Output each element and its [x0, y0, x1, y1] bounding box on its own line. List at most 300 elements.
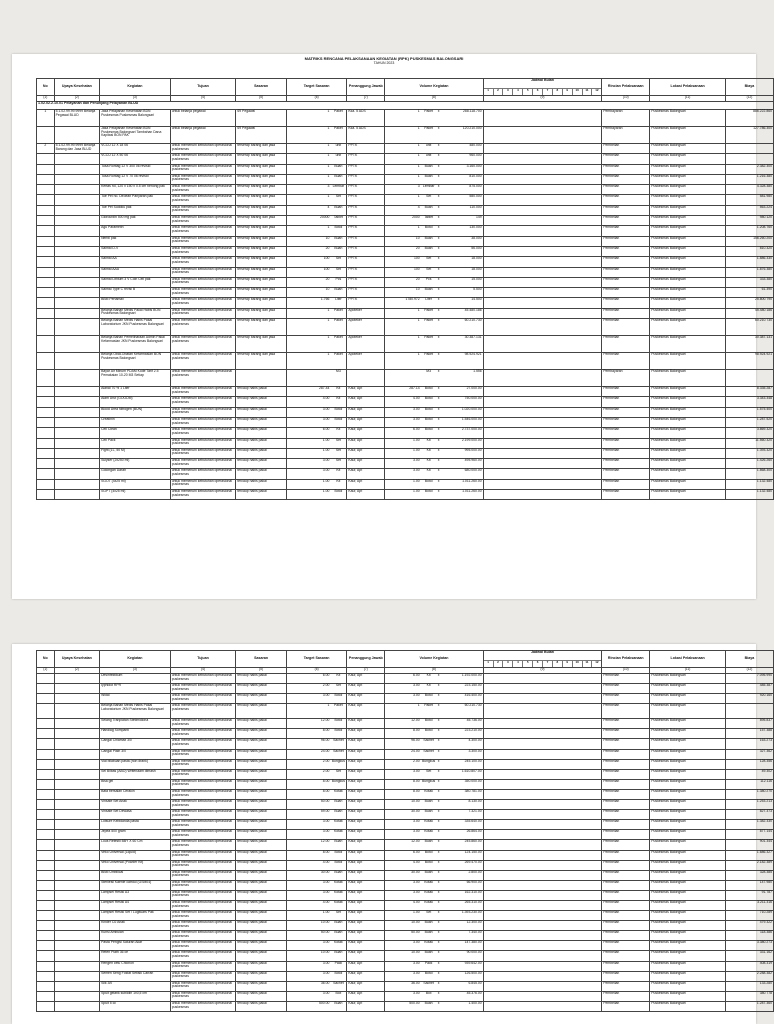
row-tujuan: untuk memenuhi kebutuhan operasional puskesmas	[170, 387, 236, 397]
month-2: 2	[494, 89, 504, 95]
row-number	[37, 921, 55, 931]
row-tujuan: untuk memenuhi kebutuhan operasional puskesmas	[170, 704, 236, 719]
target-qty: 1.00	[322, 437, 330, 442]
row-sasaran: terserap barang dan jasa	[236, 277, 286, 287]
row-lokasi: Puskesmas Balongsari	[650, 353, 726, 370]
row-number	[37, 469, 55, 479]
row-upaya	[54, 448, 99, 458]
row-biaya: 3.869.320	[725, 428, 773, 438]
volume-breakdown	[386, 951, 481, 955]
target-breakdown	[288, 962, 346, 966]
target-cell	[286, 308, 347, 318]
row-kegiatan: BBM Umbilical	[100, 870, 171, 880]
row-penanggung-jawab: Apoteker	[347, 319, 385, 336]
row-biaya: 3.380.273	[725, 941, 773, 951]
target-unit: Kotak	[334, 940, 343, 945]
volume-unit: Botol	[424, 970, 433, 975]
row-biaya: 1.426.260	[725, 459, 773, 469]
target-cell	[286, 110, 347, 127]
month-5: 5	[523, 89, 533, 95]
row-penanggung-jawab: Kka. 5 ADS	[347, 110, 385, 127]
row-upaya	[54, 469, 99, 479]
target-cell	[286, 951, 347, 961]
volume-unit: Botol	[424, 386, 433, 391]
row-sasaran: tercaup habis pakai	[236, 438, 286, 448]
table-row	[37, 931, 774, 941]
target-cell	[286, 164, 347, 174]
month-header	[484, 88, 602, 95]
row-penanggung-jawab: Kaur, Apt	[347, 800, 385, 810]
target-cell	[286, 448, 347, 458]
row-upaya	[54, 195, 99, 205]
volume-cell	[385, 880, 483, 890]
volume-qty: 287.14	[409, 386, 420, 391]
volume-qty: 100	[413, 266, 420, 271]
row-kegiatan: Lampsel Resisi A3	[100, 890, 171, 900]
row-sasaran: 69 Pegawai	[236, 110, 286, 127]
table-row	[37, 684, 774, 694]
target-breakdown	[288, 216, 346, 220]
row-tujuan: untuk memenuhi kebutuhan operasional puskesmas	[170, 800, 236, 810]
volume-qty: 12.00	[411, 839, 420, 844]
row-penanggung-jawab: Kaur, Apt	[347, 941, 385, 951]
multiply-sign: x	[437, 673, 440, 677]
row-number	[37, 684, 55, 694]
volume-price: 149	[475, 215, 482, 220]
row-number	[37, 704, 55, 719]
volume-price: 269.470.00	[464, 859, 482, 864]
target-cell	[286, 428, 347, 438]
month-9: 9	[563, 89, 573, 95]
column-number: (1)	[37, 96, 55, 102]
row-rincian: Pembelian	[602, 288, 650, 298]
multiply-sign: x	[437, 899, 440, 904]
row-number	[37, 257, 55, 267]
target-breakdown	[288, 891, 346, 895]
schedule-cell	[483, 921, 602, 931]
row-tujuan: untuk belanja pegawai	[170, 110, 236, 127]
table-row	[37, 288, 774, 298]
volume-qty: 10.00	[411, 950, 420, 955]
volume-breakdown	[386, 237, 481, 241]
target-unit: Botol	[334, 406, 343, 411]
row-sasaran: tercaup habis pakai	[236, 860, 286, 870]
target-unit: Bungkus	[331, 758, 345, 763]
row-sasaran: tercaup habis pakai	[236, 684, 286, 694]
row-lokasi: Puskesmas Balongsari	[650, 961, 726, 971]
target-unit: Set	[335, 266, 341, 271]
row-lokasi: Puskesmas Balongsari	[650, 931, 726, 941]
volume-price: 245.100.00	[464, 758, 482, 763]
row-sasaran: tercaup habis pakai	[236, 991, 286, 1001]
volume-breakdown	[386, 851, 481, 855]
volume-cell	[385, 479, 483, 489]
row-upaya	[54, 911, 99, 921]
volume-qty: 4.00	[413, 859, 420, 864]
row-rincian: Pembelian	[602, 951, 650, 961]
volume-qty: 30.00	[411, 809, 420, 814]
target-breakdown	[288, 110, 346, 114]
row-lokasi: Puskesmas Balongsari	[650, 971, 726, 981]
row-upaya: 5.1.02.99.99.9999 Belanja Pegawai BLUD	[54, 110, 99, 127]
target-cell	[286, 288, 347, 298]
target-unit: Set	[335, 683, 341, 688]
row-kegiatan: Glorourdin 500 mg pak	[100, 216, 171, 226]
row-upaya	[54, 370, 99, 387]
target-unit: Paket	[334, 335, 343, 340]
target-cell	[286, 127, 347, 144]
row-kegiatan: Kunsi Ambulan	[100, 931, 171, 941]
target-breakdown	[288, 871, 346, 875]
volume-breakdown	[386, 881, 481, 885]
row-biaya: 920.160	[725, 694, 773, 704]
multiply-sign: x	[437, 799, 440, 804]
volume-qty: 3.00	[413, 940, 420, 945]
column-number: (2)	[54, 96, 99, 102]
volume-unit: Botol	[424, 406, 433, 411]
row-tujuan: untuk memenuhi kebutuhan operasional puskesmas	[170, 144, 236, 154]
row-rincian: Pembelian	[602, 216, 650, 226]
multiply-sign: x	[437, 778, 440, 783]
row-penanggung-jawab: Kaur, Apt	[347, 694, 385, 704]
volume-qty: 1780.972	[405, 297, 420, 302]
row-kegiatan: Cell Clean	[100, 428, 171, 438]
row-sasaran: terserap barang dan jasa	[236, 298, 286, 308]
row-rincian: Pembelian	[602, 900, 650, 910]
row-lokasi: Puskesmas Balongsari	[650, 288, 726, 298]
target-cell	[286, 739, 347, 749]
row-tujuan: untuk memenuhi kebutuhan operasional puskesmas	[170, 961, 236, 971]
target-cell	[286, 719, 347, 729]
volume-price: 750.000.00	[464, 396, 482, 401]
volume-breakdown	[386, 408, 481, 412]
schedule-cell	[483, 298, 602, 308]
row-lokasi: Puskesmas Balongsari	[650, 890, 726, 900]
row-lokasi: Puskesmas Balongsari	[650, 195, 726, 205]
volume-cell	[385, 684, 483, 694]
target-qty: 1.00	[322, 489, 330, 494]
target-qty: 3.00	[322, 416, 330, 421]
volume-cell	[385, 951, 483, 961]
multiply-sign: x	[437, 225, 440, 230]
row-lokasi: Puskesmas Balongsari	[650, 800, 726, 810]
header-jadwal-label: Jadwal Bulan	[530, 78, 554, 82]
table-row	[37, 830, 774, 840]
target-unit: Botol	[334, 225, 343, 230]
row-upaya	[54, 479, 99, 489]
target-cell	[286, 469, 347, 479]
target-qty: 2.00	[322, 683, 330, 688]
row-number	[37, 951, 55, 961]
table-row	[37, 759, 774, 769]
table-row	[37, 257, 774, 267]
volume-price: 126.500.00	[464, 970, 482, 975]
row-rincian: Pembelian	[602, 174, 650, 184]
row-kegiatan: Belanja Bahan Medis Habis Pakai Laboratorium JKN Puskesmas Balongsari	[100, 704, 171, 719]
multiply-sign: x	[437, 427, 440, 432]
row-tujuan: untuk memenuhi kebutuhan operasional puskesmas	[170, 479, 236, 489]
volume-price: 223.210.00	[464, 728, 482, 733]
row-rincian: Pembelian	[602, 719, 650, 729]
volume-qty: 3.00	[413, 970, 420, 975]
target-cell	[286, 981, 347, 991]
row-biaya: 1.382.330	[725, 820, 773, 830]
row-tujuan: untuk memenuhi kebutuhan operasional puskesmas	[170, 870, 236, 880]
row-upaya	[54, 719, 99, 729]
table-row	[37, 246, 774, 256]
row-penanggung-jawab: Kka. 5 ADS	[347, 127, 385, 144]
row-sasaran: tercaup habis pakai	[236, 921, 286, 931]
row-upaya	[54, 236, 99, 246]
table-row	[37, 860, 774, 870]
target-breakdown	[288, 480, 346, 484]
target-breakdown	[288, 154, 346, 158]
row-number	[37, 880, 55, 890]
table-row	[37, 941, 774, 951]
row-sasaran: 69 Pegawai	[236, 127, 286, 144]
header-lokasi: Lokasi Pelaksanaan	[650, 79, 726, 96]
target-unit: Kotak	[334, 829, 343, 834]
row-rincian: Pembelian	[602, 759, 650, 769]
volume-unit: Sachet	[423, 980, 434, 985]
row-kegiatan: Salmal D-V	[100, 246, 171, 256]
table-row	[37, 110, 774, 127]
schedule-cell	[483, 195, 602, 205]
target-breakdown	[288, 278, 346, 282]
volume-qty: 1	[417, 109, 420, 113]
volume-qty: 3.00	[413, 468, 420, 473]
month-1: 1	[484, 661, 494, 667]
row-number	[37, 490, 55, 500]
row-penanggung-jawab: Kaur, Apt	[347, 900, 385, 910]
volume-cell	[385, 216, 483, 226]
target-qty: 6.00	[322, 427, 330, 432]
row-sasaran: terserap barang dan jasa	[236, 236, 286, 246]
row-biaya: 1.132.480	[725, 479, 773, 489]
row-rincian: Pembelian	[602, 704, 650, 719]
row-number	[37, 298, 55, 308]
header-no: No	[37, 651, 55, 668]
table-row	[37, 991, 774, 1001]
row-sasaran: terserap barang dan jasa	[236, 319, 286, 336]
row-upaya	[54, 739, 99, 749]
row-sasaran: tercaup habis pakai	[236, 749, 286, 759]
target-qty: 96.00	[320, 738, 330, 743]
row-penanggung-jawab: Kaur, Apt	[347, 417, 385, 427]
multiply-sign: x	[437, 276, 440, 281]
row-kegiatan: Semen Seng Fosfat Setisik Carran	[100, 971, 171, 981]
target-qty: 1	[327, 335, 330, 340]
table-row	[37, 840, 774, 850]
table-row	[37, 267, 774, 277]
target-unit: Botol	[334, 693, 343, 698]
target-cell	[286, 820, 347, 830]
volume-breakdown	[386, 175, 481, 179]
row-rincian: Pembelian	[602, 830, 650, 840]
volume-cell	[385, 749, 483, 759]
row-kegiatan: Tue Pel no. Deoean Panyaran pak	[100, 195, 171, 205]
target-qty: 1	[327, 352, 330, 357]
volume-qty: 20	[415, 245, 420, 250]
row-tujuan: untuk memenuhi kebutuhan operasional puskesmas	[170, 246, 236, 256]
volume-breakdown	[386, 770, 481, 774]
volume-qty: 1	[417, 194, 420, 199]
row-lokasi: Puskesmas Balongsari	[650, 277, 726, 287]
row-tujuan: untuk belanja pegawai	[170, 127, 236, 144]
table-row	[37, 164, 774, 174]
row-rincian: Pembelian	[602, 387, 650, 397]
volume-price: 288.118.700	[463, 109, 482, 113]
row-kegiatan: VCCU 12 X 18 06	[100, 144, 171, 154]
row-penanggung-jawab: PPTK	[347, 298, 385, 308]
row-tujuan: untuk memenuhi kebutuhan operasional puskesmas	[170, 174, 236, 184]
row-lokasi: Puskesmas Balongsari	[650, 246, 726, 256]
row-sasaran: tercaup habis pakai	[236, 719, 286, 729]
schedule-cell	[483, 820, 602, 830]
volume-breakdown	[386, 387, 481, 391]
table-row	[37, 789, 774, 799]
row-sasaran: tercaup habis pakai	[236, 870, 286, 880]
volume-unit: Buah	[424, 930, 433, 935]
row-kegiatan: SGOT (4x25 ml)	[100, 479, 171, 489]
row-number	[37, 719, 55, 729]
row-number	[37, 971, 55, 981]
row-number	[37, 205, 55, 215]
month-3: 3	[503, 89, 513, 95]
row-tujuan: untuk memenuhi kebutuhan operasional puskesmas	[170, 900, 236, 910]
row-biaya: 60.210.730	[725, 319, 773, 336]
volume-unit: Paket	[424, 335, 433, 340]
target-unit: Buah	[334, 1000, 343, 1005]
column-number: (10)	[602, 668, 650, 674]
table-row	[37, 674, 774, 684]
month-6: 6	[533, 89, 543, 95]
volume-unit: Pack	[424, 960, 433, 965]
row-biaya: 91.787	[725, 890, 773, 900]
volume-price: 45.736.00	[466, 718, 482, 723]
header-upaya: Upaya Kesehatan	[54, 651, 99, 668]
row-number	[37, 941, 55, 951]
target-unit: Pcs	[335, 276, 342, 281]
row-kegiatan: Bata bersalan Cerakin	[100, 789, 171, 799]
row-lokasi: Puskesmas Balongsari	[650, 704, 726, 719]
row-upaya	[54, 174, 99, 184]
row-rincian: Pembelian	[602, 308, 650, 318]
volume-breakdown	[386, 397, 481, 401]
target-breakdown	[288, 674, 346, 678]
header-no: No	[37, 79, 55, 96]
table-row	[37, 195, 774, 205]
volume-qty: 1	[417, 225, 420, 230]
volume-cell	[385, 739, 483, 749]
row-lokasi: Puskesmas Balongsari	[650, 397, 726, 407]
row-biaya: 581.980	[725, 195, 773, 205]
volume-price: 12.300.00	[466, 920, 482, 925]
row-rincian: Pembelian	[602, 407, 650, 417]
target-cell	[286, 185, 347, 195]
row-kegiatan: Handlag Sompanti	[100, 729, 171, 739]
volume-price: 350.000.00	[464, 778, 482, 783]
target-qty: 3.00	[322, 458, 330, 463]
row-upaya	[54, 749, 99, 759]
row-sasaran: terserap barang dan jasa	[236, 246, 286, 256]
volume-cell	[385, 850, 483, 860]
row-sasaran: terserap barang dan jasa	[236, 226, 286, 236]
table-row	[37, 205, 774, 215]
row-biaya: 1.208.760	[725, 226, 773, 236]
volume-breakdown	[386, 459, 481, 463]
row-penanggung-jawab: Kaur, Apt	[347, 890, 385, 900]
row-biaya: 8.335.287	[725, 387, 773, 397]
row-number	[37, 890, 55, 900]
multiply-sign: x	[437, 683, 440, 688]
schedule-cell	[483, 800, 602, 810]
row-tujuan: untuk memenuhi kebutuhan operasional puskesmas	[170, 308, 236, 318]
volume-breakdown	[386, 901, 481, 905]
volume-price: 56.000	[471, 245, 482, 250]
volume-qty: 3.00	[413, 683, 420, 688]
volume-unit: Kotak	[424, 788, 433, 793]
target-cell	[286, 257, 347, 267]
target-qty: 1.766	[320, 297, 330, 302]
volume-price: 1.400.00	[468, 1000, 482, 1005]
row-penanggung-jawab: Kaur, Apt	[347, 961, 385, 971]
row-number	[37, 789, 55, 799]
schedule-cell	[483, 900, 602, 910]
target-cell	[286, 931, 347, 941]
target-unit: Set	[335, 458, 341, 463]
target-qty: 4.00	[322, 859, 330, 864]
row-penanggung-jawab: Kaur, Apt	[347, 840, 385, 850]
volume-unit: Botol	[424, 693, 433, 698]
table-row	[37, 820, 774, 830]
volume-qty: 50.00	[411, 930, 420, 935]
row-biaya: 11.560.320	[725, 438, 773, 448]
volume-breakdown	[386, 1002, 481, 1006]
table-row	[37, 397, 774, 407]
target-qty: 3.00	[322, 970, 330, 975]
target-unit: Paket	[334, 307, 343, 312]
volume-breakdown	[386, 972, 481, 976]
row-rincian: Pembelian	[602, 448, 650, 458]
multiply-sign: x	[437, 809, 440, 814]
target-unit: Set	[335, 256, 341, 261]
multiply-sign: x	[437, 788, 440, 793]
row-kegiatan: Tusa Rontag 12 V 300 06 revisid	[100, 164, 171, 174]
target-unit: Buah	[334, 287, 343, 292]
row-biaya: 128.356	[725, 759, 773, 769]
volume-price: 30.387.131	[464, 335, 482, 340]
volume-price: 7.340.00	[468, 930, 482, 935]
header-tujuan: Tujuan	[170, 651, 236, 668]
schedule-cell	[483, 759, 602, 769]
row-tujuan: untuk memenuhi kebutuhan operasional puskesmas	[170, 759, 236, 769]
row-upaya	[54, 941, 99, 951]
schedule-cell	[483, 694, 602, 704]
row-rincian: Pembelian	[602, 729, 650, 739]
target-breakdown	[288, 127, 346, 131]
row-lokasi: Puskesmas Balongsari	[650, 185, 726, 195]
row-sasaran: tercaup habis pakai	[236, 951, 286, 961]
target-qty: 3.00	[322, 829, 330, 834]
schedule-cell	[483, 397, 602, 407]
row-number	[37, 448, 55, 458]
row-kegiatan: Cangal Chlamax 3/0	[100, 739, 171, 749]
target-cell	[286, 941, 347, 951]
row-kegiatan: Alanal 70 % 1 Liter	[100, 387, 171, 397]
row-penanggung-jawab: Kaur, Apt	[347, 820, 385, 830]
row-upaya	[54, 971, 99, 981]
